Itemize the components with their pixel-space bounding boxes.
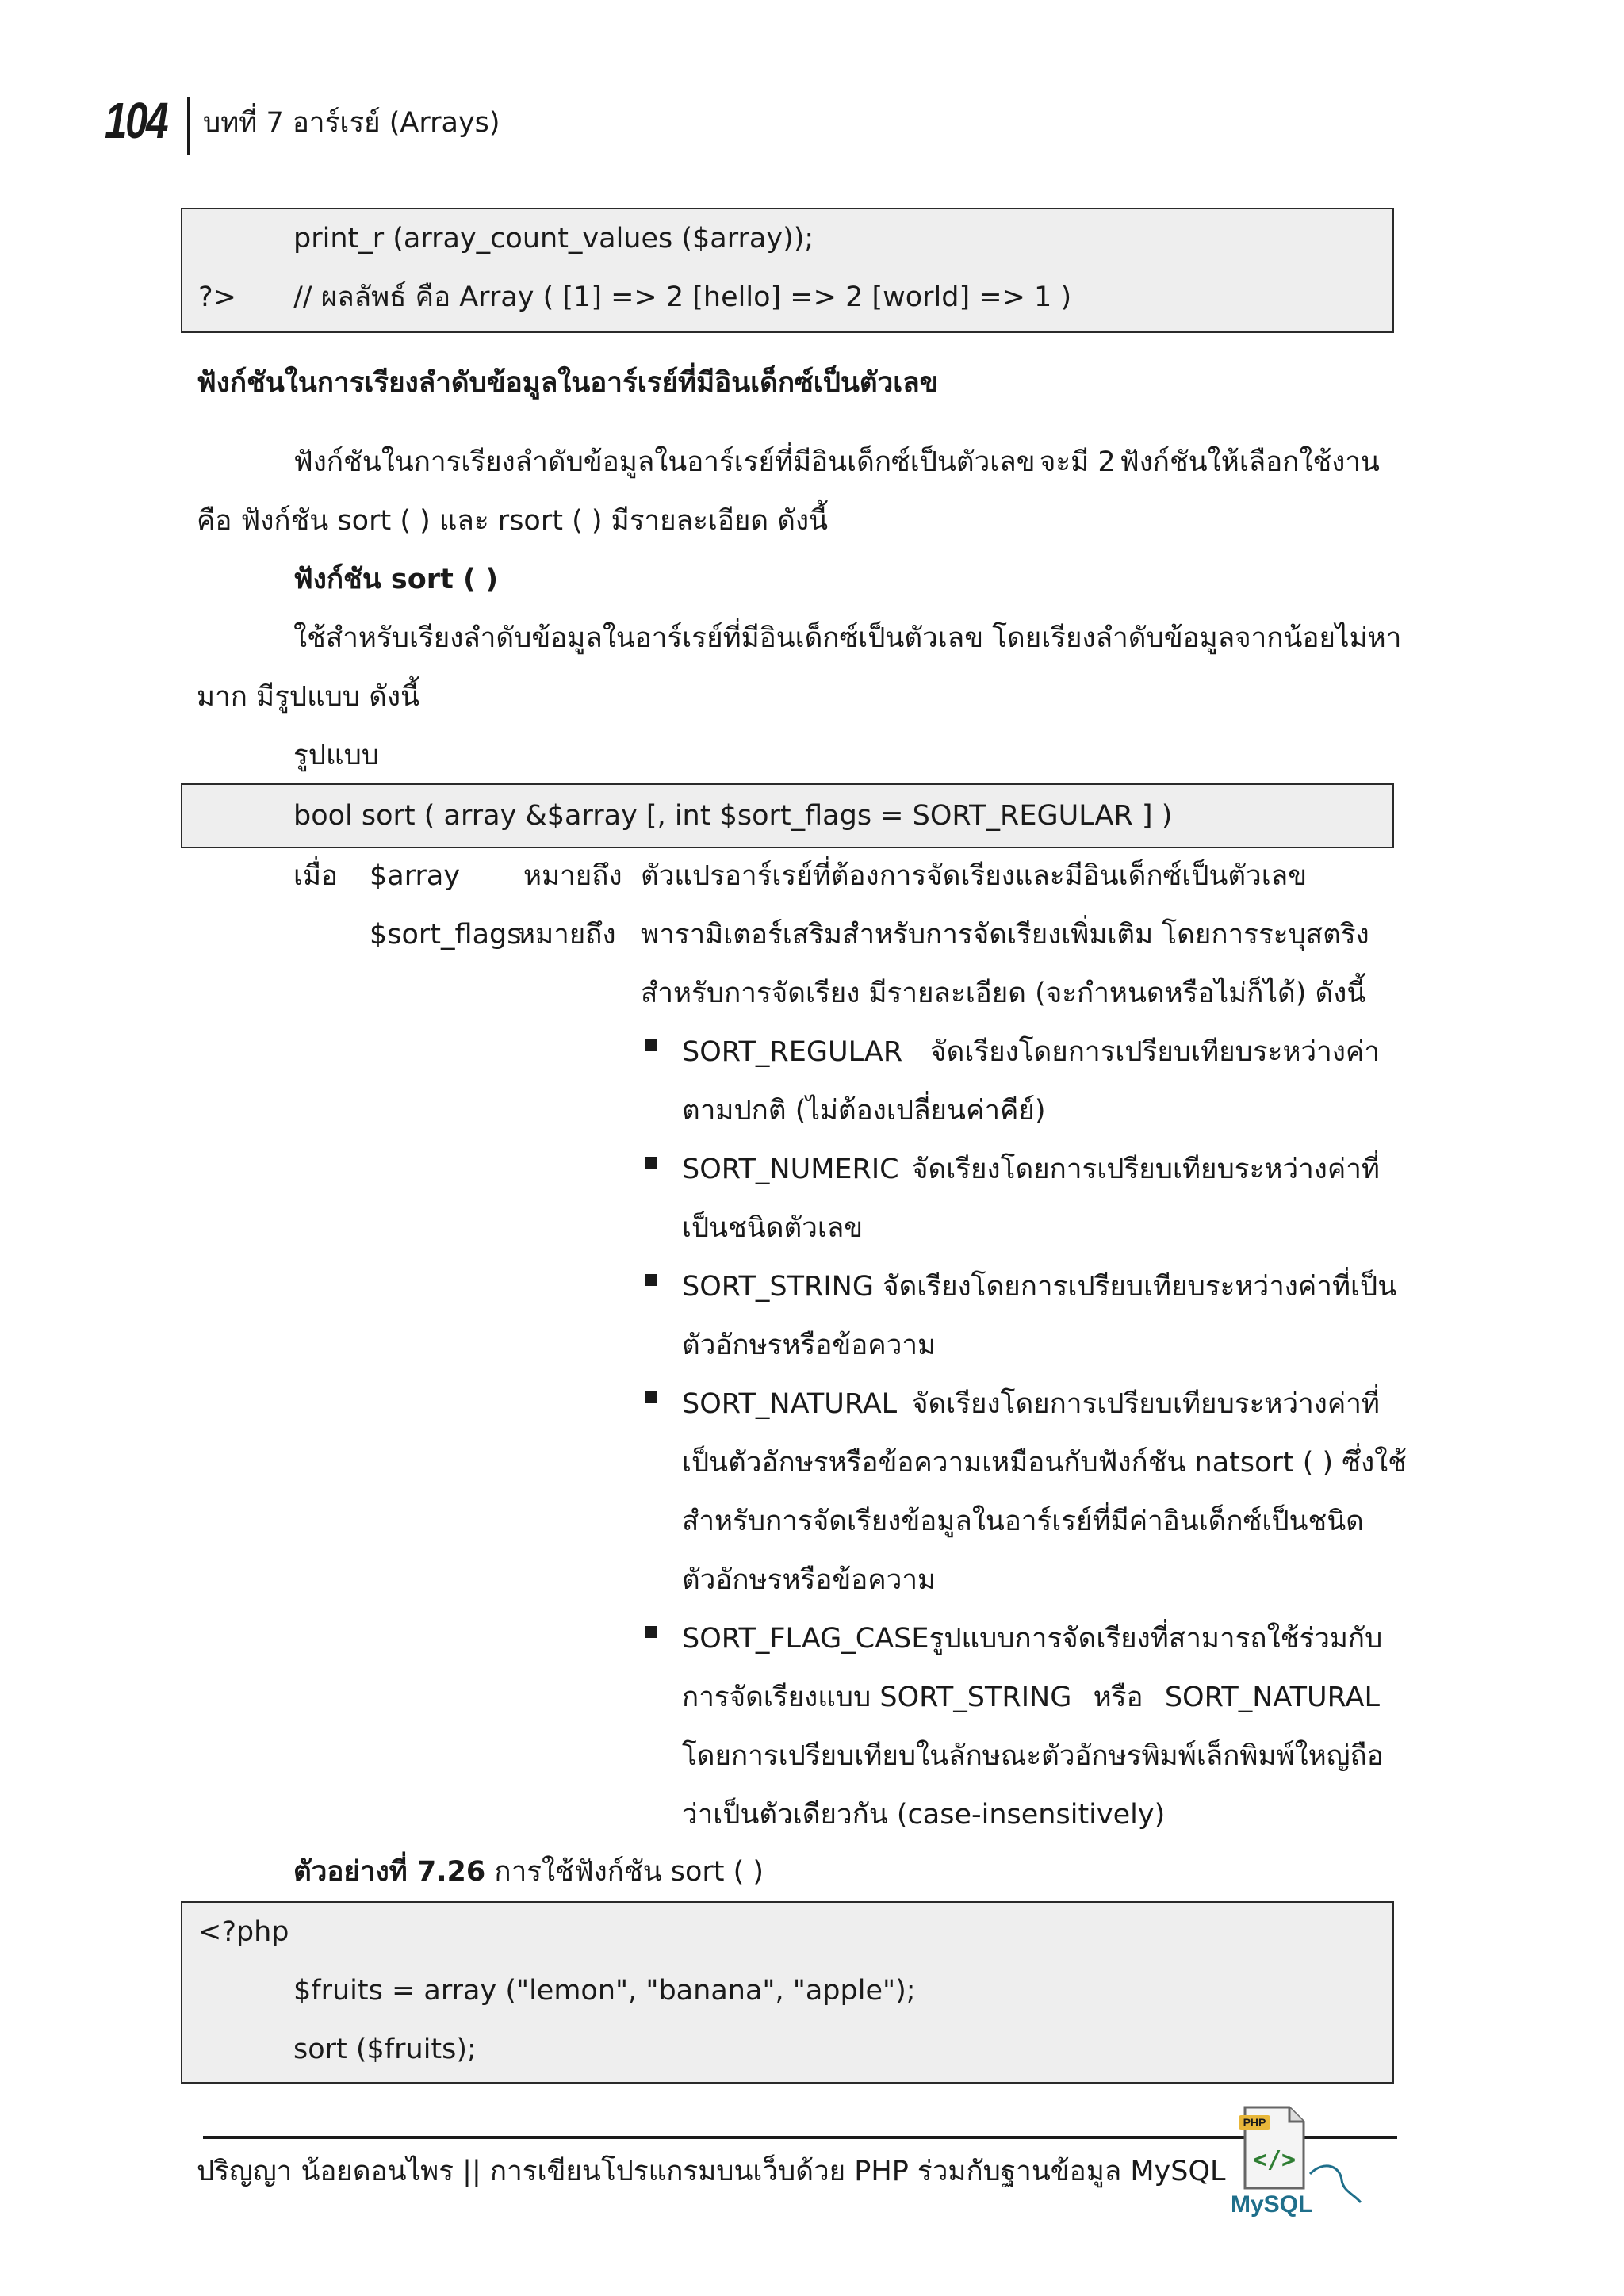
intro-part: จะมี 2 [1039, 446, 1116, 478]
code-box-output [181, 208, 1394, 333]
mysql-label: MySQL [1231, 2191, 1313, 2218]
bullet-icon [645, 1274, 657, 1286]
sort-flag-line [682, 1257, 1396, 1316]
intro-line-2: คือ ฟังก์ชัน sort ( ) และ rsort ( ) มีรายละเอียด ดังนี้ [197, 505, 829, 537]
intro-line-1 [293, 433, 1380, 492]
sort-flag-text: SORT_NATURAL [1164, 1682, 1380, 1713]
code-line-prefix: ?> [198, 281, 236, 313]
param-name: $sort_flags [370, 919, 522, 951]
code-line: $fruits = array ("lemon", "banana", "apple"); [293, 1975, 916, 2007]
code-line: sort ($fruits); [293, 2034, 477, 2065]
example-caption-text: การใช้ฟังก์ชัน sort ( ) [494, 1856, 764, 1888]
sort-flag-text: จัดเรียงโดยการเปรียบเทียบระหว่างค่า [930, 1036, 1380, 1068]
desc-line-1: ใช้สำหรับเรียงลำดับข้อมูลในอาร์เรย์ที่มีอินเด็กซ์เป็นตัวเลข โดยเรียงลำดับข้อมูลจากน้อยไม่หา [293, 622, 1402, 654]
bullet-icon [645, 1626, 657, 1638]
sort-flag-text: SORT_FLAG_CASE [682, 1623, 929, 1655]
sort-flag-line [682, 1727, 1384, 1785]
sort-flag-text: ตัวอักษรหรือข้อความ [682, 1330, 936, 1361]
sort-flag-text: เป็นชนิดตัวเลข [682, 1212, 864, 1244]
code-comment: // ผลลัพธ์ คือ Array ( [1] => 2 [hello] => 2 [world] => 1 ) [293, 281, 1072, 313]
intro-part: ฟังก์ชันให้เลือกใช้งาน [1119, 446, 1380, 478]
sort-flag-line [682, 1668, 1380, 1727]
sort-flag-text: โดยการเปรียบเทียบในลักษณะตัวอักษรพิมพ์เล็กพิมพ์ใหญ่ถือ [682, 1740, 1384, 1772]
php-label: PHP [1243, 2116, 1266, 2129]
code-box-example [181, 1901, 1394, 2084]
code-icon: </> [1252, 2146, 1297, 2174]
param-means: หมายถึง [523, 860, 622, 892]
param-name: $array [370, 860, 461, 892]
dolphin-icon [1310, 2166, 1361, 2202]
code-line: print_r (array_count_values ($array)); [293, 223, 814, 254]
section-heading: ฟังก์ชันในการเรียงลำดับข้อมูลในอาร์เรย์ที่มีอินเด็กซ์เป็นตัวเลข [197, 367, 939, 399]
header-divider [187, 97, 190, 155]
sort-flag-text: ว่าเป็นตัวเดียวกัน (case-insensitively) [682, 1799, 1166, 1831]
syntax-code: bool sort ( array &$array [, int $sort_flags = SORT_REGULAR ] ) [293, 800, 1173, 832]
sort-flag-text: SORT_NUMERIC [682, 1154, 899, 1185]
sort-flag-line [682, 1492, 1364, 1551]
param-desc: ตัวแปรอาร์เรย์ที่ต้องการจัดเรียงและมีอินเด็กซ์เป็นตัวเลข [641, 860, 1308, 892]
param-desc: สำหรับการจัดเรียง มีรายละเอียด (จะกำหนดหรือไม่ก็ได้) ดังนี้ [641, 978, 1366, 1009]
footer-divider [203, 2136, 1397, 2139]
bullet-icon [645, 1039, 657, 1051]
sort-flag-line [682, 1785, 1165, 1844]
php-mysql-logo [1221, 2101, 1380, 2220]
sort-flag-text: ตัวอักษรหรือข้อความ [682, 1564, 936, 1596]
sort-flag-line [682, 1551, 936, 1609]
sort-flag-text: จัดเรียงโดยการเปรียบเทียบระหว่างค่าที่ [912, 1388, 1380, 1420]
sort-flag-text: SORT_STRING จัดเรียงโดยการเปรียบเทียบระหว่างค่าที่เป็น [682, 1271, 1397, 1303]
bullet-icon [645, 1157, 657, 1169]
example-label: ตัวอย่างที่ 7.26 [293, 1856, 486, 1888]
sort-flag-line [682, 1140, 1380, 1199]
when-label: เมื่อ [293, 860, 339, 892]
sub-heading: ฟังก์ชัน sort ( ) [293, 564, 499, 595]
sort-flag-text: สำหรับการจัดเรียงข้อมูลในอาร์เรย์ที่มีค่าอินเด็กซ์เป็นชนิด [682, 1506, 1364, 1537]
example-caption [293, 1843, 764, 1901]
param-desc: พารามิเตอร์เสริมสำหรับการจัดเรียงเพิ่มเติม โดยการระบุสตริง [641, 919, 1369, 951]
sort-flag-line [682, 1375, 1380, 1433]
desc-line-2: มาก มีรูปแบบ ดังนี้ [197, 681, 419, 713]
chapter-title: บทที่ 7 อาร์เรย์ (Arrays) [203, 107, 500, 139]
sort-flag-line [682, 1023, 1380, 1081]
sort-flag-text: รูปแบบการจัดเรียงที่สามารถใช้ร่วมกับ [929, 1623, 1383, 1655]
bullet-icon [645, 1391, 657, 1403]
sort-flag-text: จัดเรียงโดยการเปรียบเทียบระหว่างค่าที่ [912, 1154, 1380, 1185]
sort-flag-line [682, 1081, 1046, 1140]
footer-text: ปริญญา น้อยดอนไพร || การเขียนโปรแกรมบนเว็บด้วย PHP ร่วมกับฐานข้อมูล MySQL [197, 2156, 1226, 2187]
sort-flag-text: การจัดเรียงแบบ SORT_STRING [682, 1682, 1072, 1713]
sort-flag-line [682, 1316, 936, 1375]
param-means: หมายถึง [517, 919, 616, 951]
sort-flag-text: หรือ [1093, 1682, 1143, 1713]
sort-flag-text: SORT_NATURAL [682, 1388, 898, 1420]
sort-flag-line [682, 1609, 1383, 1668]
sort-flag-text: ตามปกติ (ไม่ต้องเปลี่ยนค่าคีย์) [682, 1095, 1046, 1127]
intro-part: ฟังก์ชันในการเรียงลำดับข้อมูลในอาร์เรย์ที่มีอินเด็กซ์เป็นตัวเลข [293, 446, 1036, 478]
syntax-box [181, 783, 1394, 848]
sort-flag-text: SORT_REGULAR [682, 1036, 903, 1068]
sort-flag-text: เป็นตัวอักษรหรือข้อความเหมือนกับฟังก์ชัน natsort ( ) ซึ่งใช้ [682, 1447, 1408, 1479]
page-number: 104 [105, 92, 167, 149]
code-line: <?php [198, 1916, 289, 1948]
format-label: รูปแบบ [293, 740, 380, 771]
sort-flag-line [682, 1433, 1407, 1492]
sort-flag-line [682, 1199, 863, 1257]
